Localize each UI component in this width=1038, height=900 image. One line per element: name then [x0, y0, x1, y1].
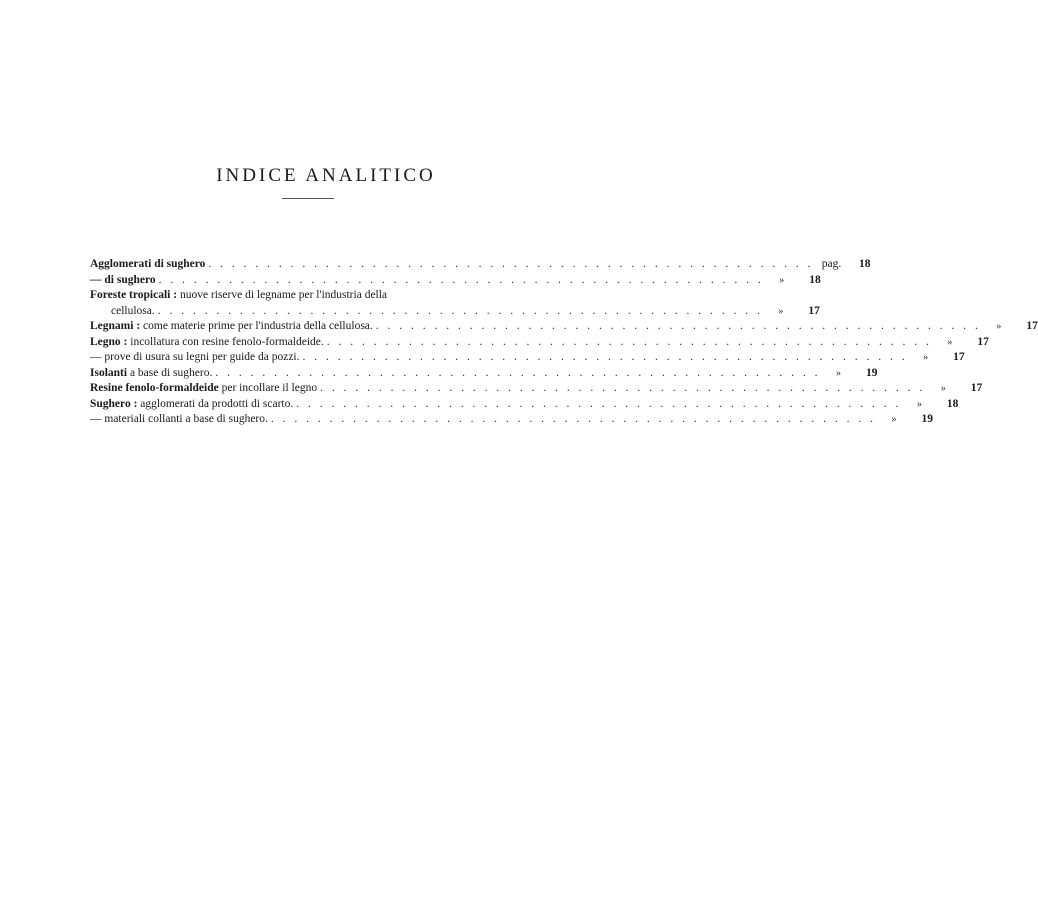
entry-text — [90, 288, 387, 304]
entry-description: per incollare il legno — [218, 382, 318, 394]
page-title: INDICE ANALITICO — [216, 165, 436, 186]
dot-leader — [208, 257, 813, 273]
page-ref-marker: pag. — [821, 258, 842, 270]
index-entry — [90, 335, 989, 351]
page-number: 18 — [809, 273, 821, 286]
index-entry — [90, 350, 965, 366]
entry-heading: Resine fenolo-formaldeide — [90, 382, 219, 394]
dot-leader — [320, 381, 925, 397]
entry-text — [90, 257, 205, 273]
entry-description: come materie prime per l'industria della cellulosa. — [140, 320, 373, 332]
dot-leader — [296, 397, 901, 413]
entry-heading: Sughero : — [90, 397, 138, 410]
page-number: 17 — [808, 304, 820, 317]
page-number: 17 — [953, 351, 965, 363]
page-number: 18 — [946, 397, 959, 410]
page-ref-marker: » — [891, 414, 897, 425]
page-ref-marker: » — [778, 305, 784, 317]
page-ref-marker: » — [916, 398, 922, 410]
entry-text — [90, 397, 293, 413]
page-number: 19 — [921, 413, 933, 425]
page-ref-marker: » — [996, 321, 1002, 332]
index-entry-continuation — [90, 304, 820, 320]
entry-description: — materiali collanti a base di sughero. — [90, 413, 268, 425]
page-ref-marker: » — [940, 383, 946, 394]
page-number: 18 — [859, 258, 871, 270]
index-entry — [90, 412, 933, 428]
entry-text — [90, 366, 212, 382]
dot-leader — [303, 350, 908, 366]
entry-description: — prove di usura su legni per guide da pozzi. — [90, 351, 300, 363]
index-entry — [90, 397, 959, 413]
entry-heading: Legnami : — [90, 320, 141, 332]
entry-text — [90, 350, 300, 366]
entry-heading: Agglomerati di sughero — [90, 258, 206, 270]
entry-text — [90, 319, 373, 335]
dot-leader — [158, 304, 763, 320]
entry-text — [90, 412, 268, 428]
index-list — [90, 257, 1038, 428]
entry-description: a base di sughero. — [127, 366, 213, 379]
entry-text — [90, 381, 317, 397]
entry-heading: Foreste tropicali : — [90, 289, 178, 301]
index-entry — [90, 273, 821, 289]
page-number: 19 — [865, 366, 878, 379]
dot-leader — [159, 273, 764, 289]
entry-description: agglomerati da prodotti di scarto. — [137, 397, 294, 410]
dot-leader — [215, 366, 820, 382]
page-ref-marker: » — [779, 274, 785, 286]
index-entry — [90, 257, 871, 273]
title-divider — [282, 198, 334, 199]
page-number: 17 — [977, 335, 989, 348]
dot-leader — [271, 412, 876, 428]
entry-description: incollatura con resine fenolo-formaldeide. — [127, 335, 324, 348]
index-entry — [90, 366, 878, 382]
index-entry — [90, 381, 983, 397]
index-entry — [90, 288, 538, 304]
entry-heading: Isolanti — [90, 366, 128, 379]
page-number: 17 — [1026, 320, 1038, 332]
page-number: 17 — [970, 382, 983, 394]
page-ref-marker: » — [947, 336, 953, 348]
page-ref-marker: » — [923, 352, 929, 363]
dot-leader — [376, 319, 981, 335]
entry-text — [90, 273, 156, 289]
page-ref-marker: » — [835, 367, 841, 379]
entry-heading: Legno : — [90, 335, 128, 348]
entry-text — [90, 335, 324, 351]
entry-description: nuove riserve di legname per l'industria della — [177, 289, 388, 301]
index-entry — [90, 319, 1038, 335]
entry-continuation-text: cellulosa. — [111, 304, 155, 317]
dot-leader — [327, 335, 932, 351]
entry-heading: — di sughero — [90, 273, 156, 286]
